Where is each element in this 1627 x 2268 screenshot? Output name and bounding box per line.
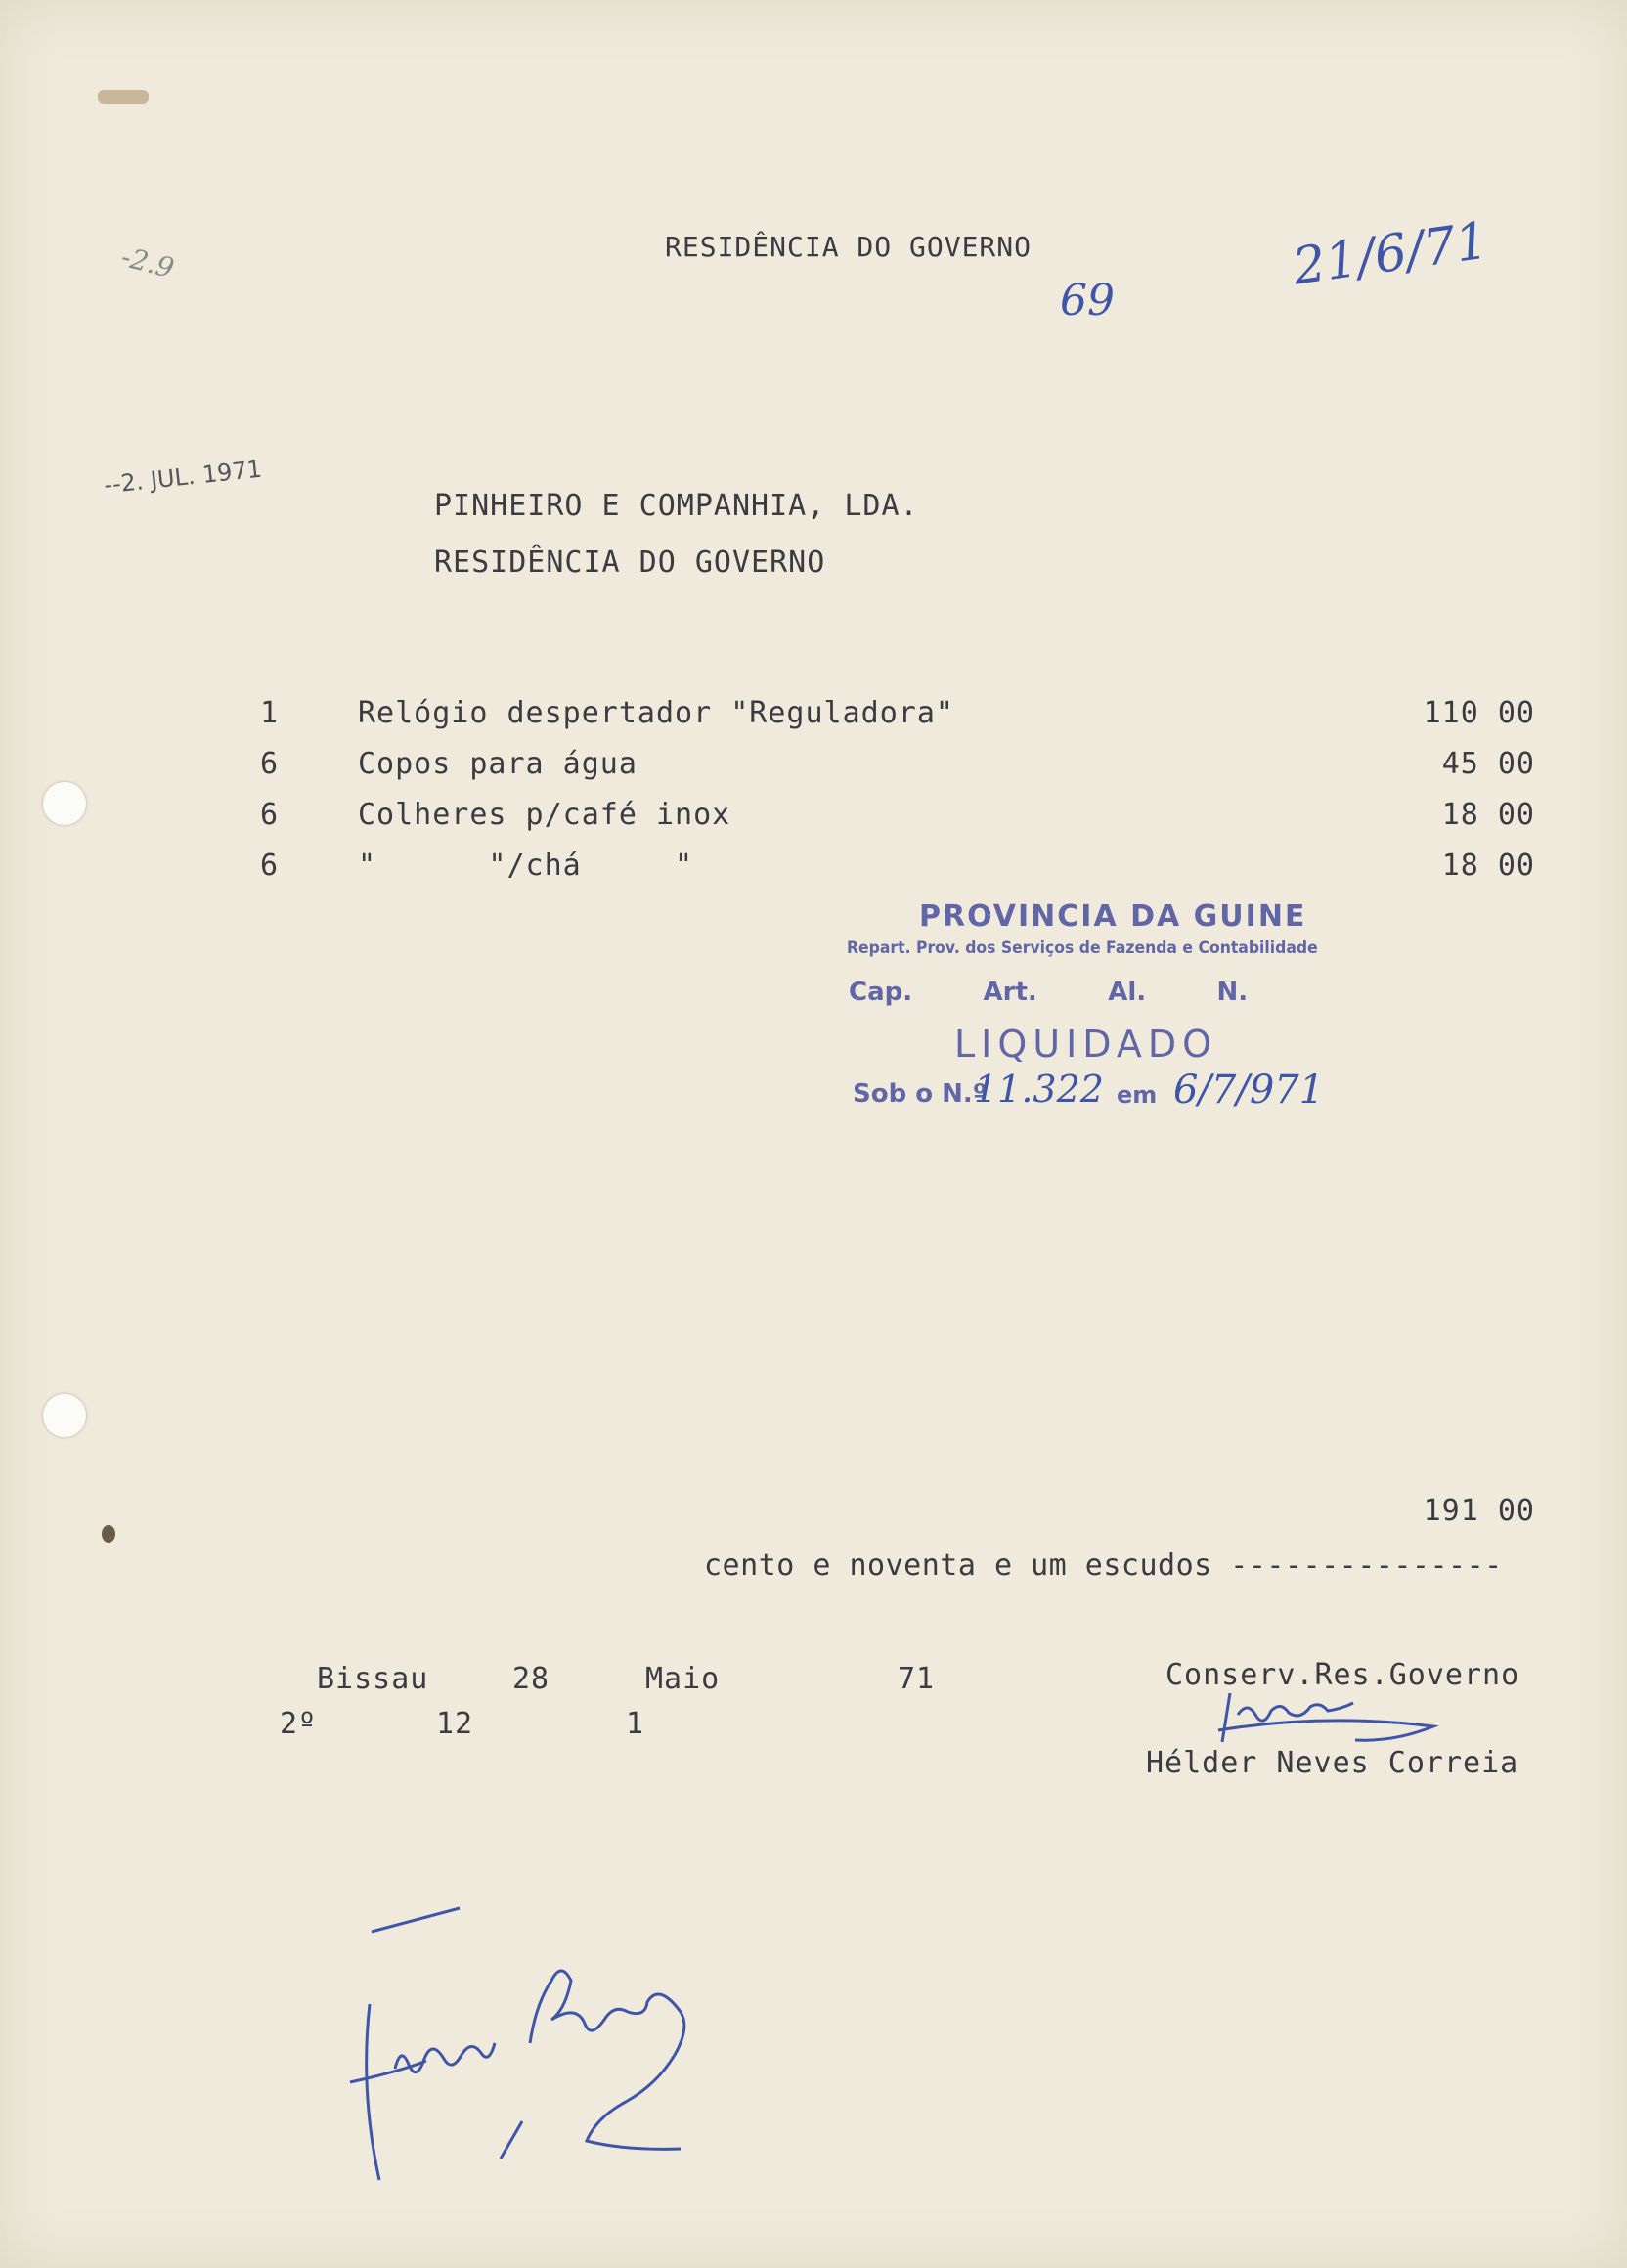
- stamp-province: PROVINCIA DA GUINE: [919, 899, 1307, 934]
- signatory-role: Conserv.Res.Governo: [1165, 1658, 1520, 1692]
- item-description: " "/chá ": [358, 849, 694, 883]
- signatory-name: Hélder Neves Correia: [1146, 1746, 1519, 1780]
- total-in-words: cento e noventa e um escudos ---------------: [704, 1548, 1503, 1583]
- ref-a: 2º: [280, 1707, 318, 1741]
- handwritten-number: 69: [1060, 276, 1115, 326]
- stamp-classification: Cap. Art. Al. N.: [849, 978, 1249, 1007]
- ink-spot: [102, 1525, 115, 1543]
- item-description: Copos para água: [358, 747, 638, 781]
- stamp-number-handwritten: 11.322: [974, 1068, 1104, 1111]
- punch-hole-bottom: [43, 1394, 86, 1437]
- handwritten-date: 21/6/71: [1289, 211, 1492, 297]
- item-description: Colheres p/café inox: [358, 798, 731, 832]
- stamp-department: Repart. Prov. dos Serviços de Fazenda e Contabilidade: [847, 938, 1318, 958]
- item-description: Relógio despertador "Reguladora": [358, 696, 954, 730]
- received-date-stamp: --2. JUL. 1971: [102, 455, 264, 500]
- date-city: Bissau: [317, 1662, 429, 1696]
- item-qty: 6: [260, 849, 280, 883]
- corner-pencil-note: -2.9: [117, 240, 178, 285]
- stamp-liquidado: LIQUIDADO: [954, 1023, 1218, 1066]
- stamp-number-label: Sob o N.º: [853, 1079, 988, 1109]
- item-qty: 1: [260, 696, 280, 730]
- large-signature: [344, 1897, 755, 2209]
- item-amount: 18 00: [1441, 849, 1535, 883]
- paper-tear: [98, 90, 149, 104]
- date-month: Maio: [645, 1662, 721, 1696]
- stamp-em-label: em: [1117, 1081, 1158, 1109]
- item-amount: 110 00: [1423, 696, 1535, 730]
- item-qty: 6: [260, 798, 280, 832]
- date-year: 71: [898, 1662, 936, 1696]
- recipient-address: RESIDÊNCIA DO GOVERNO: [434, 545, 826, 580]
- date-day: 28: [512, 1662, 550, 1696]
- small-signature: [1209, 1683, 1463, 1762]
- item-amount: 18 00: [1441, 798, 1535, 832]
- item-amount: 45 00: [1441, 747, 1535, 781]
- stamp-date-handwritten: 6/7/971: [1173, 1068, 1325, 1112]
- item-qty: 6: [260, 747, 280, 781]
- ref-b: 12: [436, 1707, 474, 1741]
- header-title: RESIDÊNCIA DO GOVERNO: [665, 231, 1033, 263]
- punch-hole-top: [43, 782, 86, 825]
- recipient-company: PINHEIRO E COMPANHIA, LDA.: [434, 489, 919, 523]
- ref-c: 1: [626, 1707, 645, 1741]
- total-amount: 191 00: [1423, 1494, 1535, 1528]
